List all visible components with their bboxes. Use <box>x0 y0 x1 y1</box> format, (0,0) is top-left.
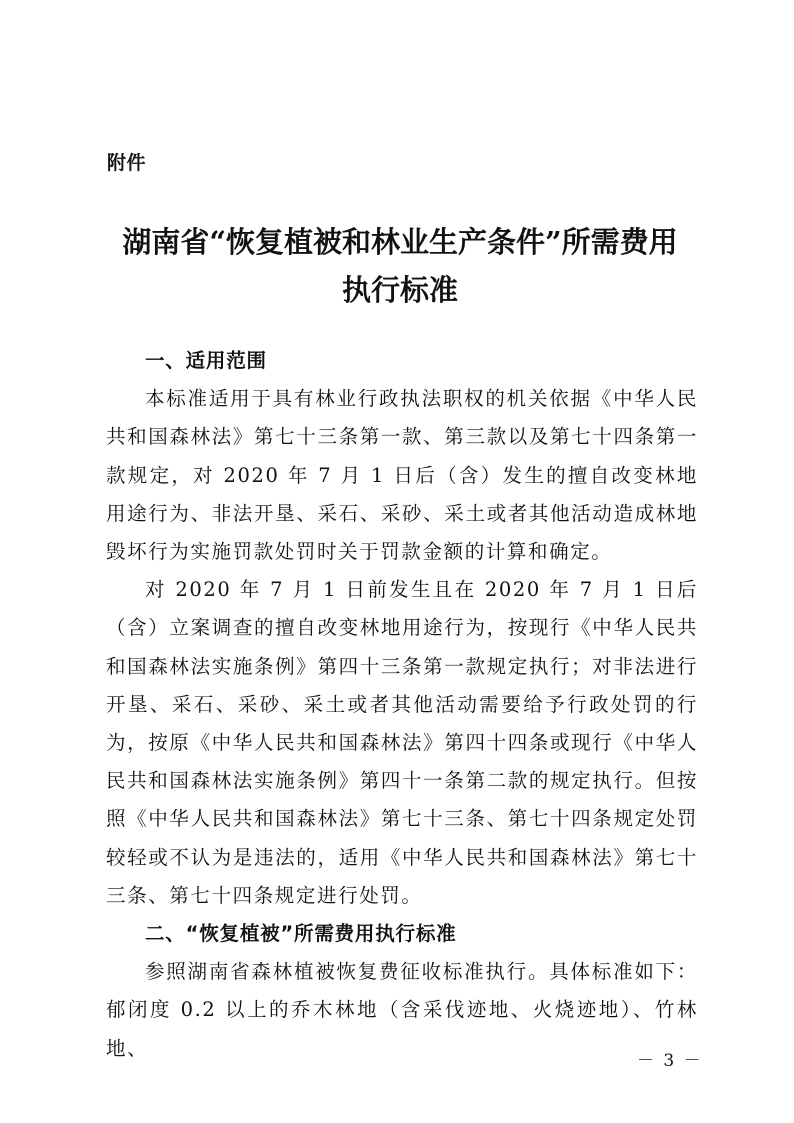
title-line-2: 执行标准 <box>341 273 458 307</box>
attachment-label: 附件 <box>107 152 147 174</box>
section-2-heading: 二、“恢复植被”所需费用执行标准 <box>145 922 457 946</box>
title-line-1: 湖南省“恢复植被和林业生产条件”所需费用 <box>122 225 678 259</box>
section-1-heading: 一、适用范围 <box>145 349 267 372</box>
section-1-paragraph-2: 对 2020 年 7 月 1 日前发生且在 2020 年 7 月 1 日后（含）立案调查的擅自改变林地用途行为，按现行《中华人民共和国森林法实施条例》第四十三条第一款规定执行；对非法进行开垦、采石、采砂、采土或者其他活动需要给予行政处罚的行为，按原《中华人民共和国森林法》第四十四条或现行《中华人民共和国森林法实施条例》第四十一条第二款的规定执行。但按照《中华人民共和国森林法》第七十三条、第七十四条规定处罚较轻或不认为是违法的，适用《中华人民共和国森林法》第七十三条、第七十四条规定进行处罚。 <box>106 578 698 907</box>
document-body <box>106 342 698 1068</box>
document-title <box>100 218 700 314</box>
section-2-paragraph-1: 参照湖南省森林植被恢复费征收标准执行。具体标准如下：郁闭度 0.2 以上的乔木林地（含采伐迹地、火烧迹地）、竹林地、 <box>106 960 698 1060</box>
section-1-paragraph-1: 本标准适用于具有林业行政执法职权的机关依据《中华人民共和国森林法》第七十三条第一款、第三款以及第七十四条第一款规定，对 2020 年 7 月 1 日后（含）发生的擅自改变林地用途行为、非法开垦、采石、采砂、采土或者其他活动造成林地毁坏行为实施罚款处罚时关于罚款金额的计算和确定。 <box>106 387 698 564</box>
page-number: － 3 － <box>637 1051 703 1071</box>
